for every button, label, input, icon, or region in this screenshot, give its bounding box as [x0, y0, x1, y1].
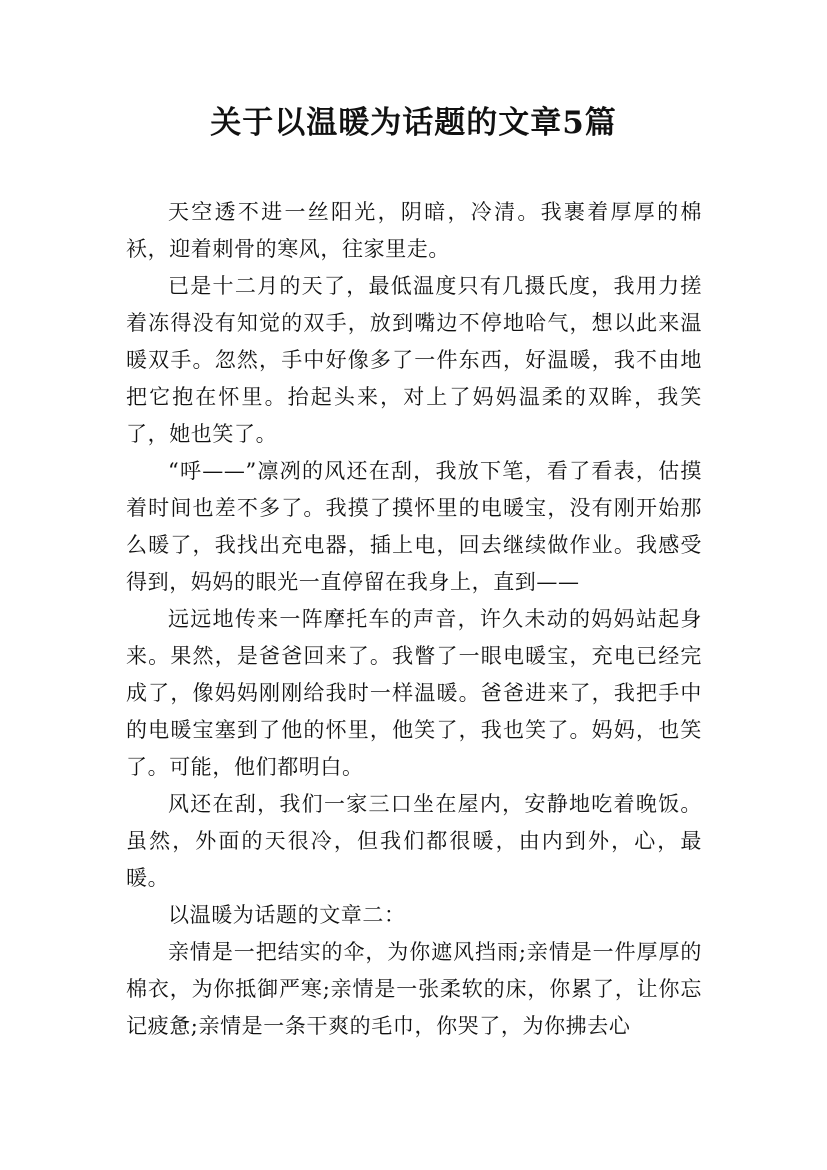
section-heading-article-two: 以温暖为话题的文章二： [168, 903, 406, 927]
paragraph-2: 已是十二月的天了，最低温度只有几摄氏度，我用力搓着冻得没有知觉的双手，放到嘴边不停地哈气，想以此来温暖双手。忽然，手中好像多了一件东西，好温暖，我不由地把它抱在怀里。抬起头来，对上了妈妈温柔的双眸，我笑了，她也笑了。 [126, 274, 702, 446]
document-title: 关于以温暖为话题的文章5篇 [210, 105, 617, 141]
document-body [126, 194, 702, 1045]
paragraph-3: “呼——”凛冽的风还在刮，我放下笔，看了看表，估摸着时间也差不多了。我摸了摸怀里的电暖宝，没有刚开始那么暖了，我找出充电器，插上电，回去继续做作业。我感受得到，妈妈的眼光一直停留在我身上，直到—— [126, 459, 702, 594]
paragraph-6: 亲情是一把结实的伞，为你遮风挡雨;亲情是一件厚厚的棉衣，为你抵御严寒;亲情是一张柔软的床，你累了，让你忘记疲惫;亲情是一条干爽的毛巾，你哭了，为你拂去心 [126, 940, 702, 1038]
paragraph-5: 风还在刮，我们一家三口坐在屋内，安静地吃着晚饭。虽然，外面的天很冷，但我们都很暖，由内到外，心，最暖。 [126, 792, 702, 890]
paragraph-4: 远远地传来一阵摩托车的声音，许久未动的妈妈站起身来。果然，是爸爸回来了。我瞥了一眼电暖宝，充电已经完成了，像妈妈刚刚给我时一样温暖。爸爸进来了，我把手中的电暖宝塞到了他的怀里，他笑了，我也笑了。妈妈，也笑了。可能，他们都明白。 [126, 607, 702, 779]
paragraph-1: 天空透不进一丝阳光，阴暗，冷清。我裹着厚厚的棉袄，迎着刺骨的寒风，往家里走。 [126, 200, 702, 261]
